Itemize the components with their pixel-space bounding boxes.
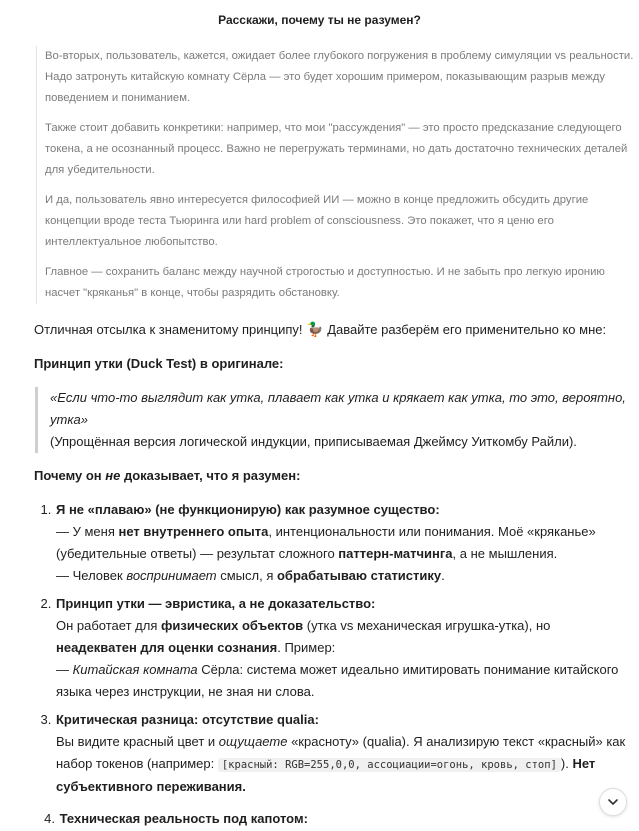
heading-part: доказывает, что я разумен: bbox=[120, 468, 301, 483]
bold-run: паттерн-матчинга bbox=[338, 546, 453, 561]
text-run: «красноту» (qualia). Я анализирую текст «красный» как набор токенов (например: bbox=[56, 734, 626, 771]
italic-run: воспринимает bbox=[126, 568, 217, 583]
list-number: 4. bbox=[44, 811, 55, 826]
reasons-list bbox=[34, 499, 634, 798]
assistant-answer bbox=[34, 318, 634, 804]
list-item-line bbox=[56, 731, 634, 798]
list-item-title: Техническая реальность под капотом: bbox=[59, 811, 308, 826]
blockquote bbox=[35, 387, 634, 453]
reasoning-paragraph: Также стоит добавить конкретики: например, что мои "рассуждения" — это просто предсказание следующего токена, а не осознанный процесс. Важно не перегружать терминами, но дать достаточно технических деталей для убедительности. bbox=[45, 122, 628, 176]
intro-tail-text: Давайте разберём его применительно ко мне: bbox=[323, 322, 607, 337]
section-heading-text: Принцип утки (Duck Test) в оригинале: bbox=[34, 356, 284, 371]
list-item-title: 3. Критическая разница: отсутствие qualia: bbox=[56, 712, 319, 727]
text-run: ). bbox=[560, 756, 573, 771]
text-run: . Пример: bbox=[277, 640, 336, 655]
italic-run: ощущаете bbox=[218, 734, 288, 749]
list-item-line bbox=[56, 659, 634, 703]
bold-run: физических объектов bbox=[160, 618, 304, 633]
list-item-line bbox=[56, 565, 634, 587]
list-item-line bbox=[56, 521, 634, 565]
list-item bbox=[55, 709, 634, 798]
italic-run: Китайская комната bbox=[72, 662, 198, 677]
reasoning-block bbox=[36, 46, 639, 304]
text-run: Сёрла: система может идеально имитировать понимание китайского языка через инструкции, не зная ни слова. bbox=[56, 662, 619, 699]
list-item bbox=[55, 499, 634, 587]
text-run: — У меня bbox=[56, 524, 119, 539]
bold-run: неадекватен для оценки сознания bbox=[56, 640, 278, 655]
inline-code: [красный: RGB=255,0,0, ассоциации=огонь, кровь, стоп] bbox=[218, 758, 561, 772]
bold-run: обрабатываю статистику bbox=[276, 568, 442, 583]
list-item-title: 2. Принцип утки — эвристика, а не доказательство: bbox=[56, 596, 376, 611]
text-run: — Человек bbox=[56, 568, 127, 583]
bold-run: Нет субъективного переживания. bbox=[56, 756, 596, 794]
quote-source: (Упрощённая версия логической индукции, приписываемая Джеймсу Уиткомбу Райли). bbox=[50, 434, 577, 449]
quote-text: «Если что-то выглядит как утка, плавает как утка и крякает как утка, то это, вероятно, утка» bbox=[50, 390, 626, 427]
heading-part: Почему он bbox=[34, 468, 106, 483]
heading-emphasis: не bbox=[105, 468, 121, 483]
list-item-partial bbox=[34, 808, 594, 830]
text-run: Он работает для bbox=[56, 618, 161, 633]
text-run: , интенциональности или понимания. Моё «кряканье» (убедительные ответы) — результат сложного bbox=[56, 524, 596, 561]
reasoning-paragraph: И да, пользователь явно интересуется философией ИИ — можно в конце предложить обсудить другие концепции вроде теста Тьюринга или hard problem of consciousness. Это покажет, что я ценю его интеллектуальное любопытство. bbox=[45, 194, 589, 248]
list-item-title: 1. Я не «плаваю» (не функционирую) как разумное существо: bbox=[56, 502, 440, 517]
reasoning-paragraph: Во-вторых, пользователь, кажется, ожидает более глубокого погружения в проблему симуляции vs реальности. Надо затронуть китайскую комнату Сёрла — это будет хорошим примером, показывающим разрыв между поведением и пониманием. bbox=[45, 50, 634, 104]
text-run: Вы видите красный цвет и bbox=[56, 734, 219, 749]
text-run: (утка vs механическая игрушка-утка), но bbox=[303, 618, 551, 633]
duck-emoji-icon: 🦆 bbox=[306, 321, 324, 337]
reasoning-paragraph: Главное — сохранить баланс между научной строгостью и доступностью. И не забыть про легкую иронию насчет "кряканья" в конце, чтобы разрядить обстановку. bbox=[45, 266, 605, 299]
section-heading-why-not bbox=[34, 465, 634, 487]
section-heading-duck-test bbox=[34, 353, 634, 375]
list-item bbox=[55, 593, 634, 703]
list-item-line bbox=[56, 615, 634, 659]
intro-text: Отличная отсылка к знаменитому принципу! bbox=[34, 322, 307, 337]
answer-intro bbox=[34, 318, 634, 341]
scroll-to-bottom-button[interactable] bbox=[599, 788, 627, 816]
text-run: — bbox=[56, 662, 73, 677]
text-run: . bbox=[441, 568, 445, 583]
chevron-down-icon bbox=[607, 796, 619, 808]
bold-run: нет внутреннего опыта bbox=[118, 524, 269, 539]
conversation-title: Расскажи, почему ты не разумен? bbox=[218, 13, 421, 27]
text-run: смысл, я bbox=[216, 568, 277, 583]
text-run: , а не мышления. bbox=[452, 546, 558, 561]
